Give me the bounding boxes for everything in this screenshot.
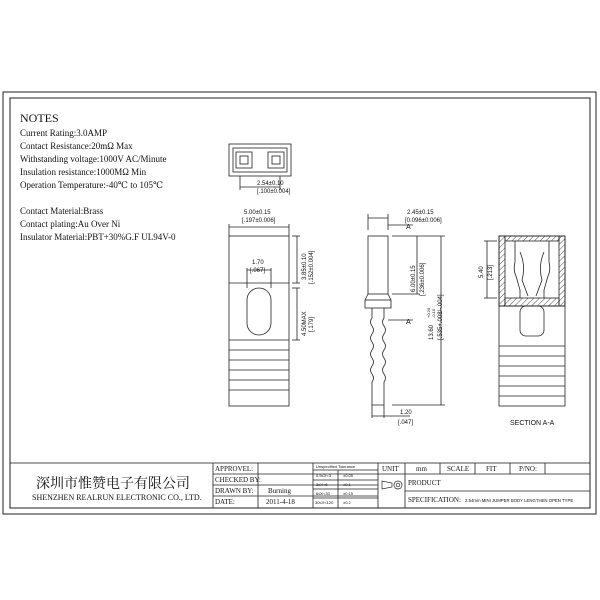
- note-line: Operation Temperature:-40℃ to 105℃: [20, 180, 164, 190]
- spec-label: SPECIFICATION:: [408, 496, 461, 504]
- dim-slot-width-inch: [.067]: [250, 268, 266, 274]
- date-value: 2011-4-18: [266, 498, 295, 506]
- section-marker-bottom: A: [406, 319, 411, 326]
- dim-overall-height-inch: [.535+.008/-.004]: [438, 294, 444, 340]
- dim-upper-height: 3.85±0.10: [302, 253, 308, 280]
- material-line: Contact plating:Au Over Ni: [20, 219, 121, 229]
- company-name-cn: 深圳市惟赞电子有限公司: [36, 477, 190, 492]
- dim-side-width: 2.45±0.15: [407, 210, 434, 216]
- dim-top-width-inch: [.100±0.004]: [257, 189, 291, 195]
- dim-slot-width: 1.70: [252, 260, 264, 266]
- dim-side-body-height: 6.00±0.15: [411, 265, 417, 292]
- note-line: Insulation resistance:1000MΩ Min: [20, 167, 147, 177]
- section-label: SECTION A-A: [510, 420, 555, 427]
- dim-section-height: 5.40: [479, 266, 485, 278]
- notes-title: NOTES: [20, 111, 59, 125]
- pn-label: P/NO:: [519, 465, 537, 473]
- dim-front-width: 5.00±0.15: [244, 210, 271, 216]
- dim-overall-tol-minus: -0.10: [431, 308, 436, 318]
- notes-block: [20, 111, 176, 242]
- tolerance-range: 30≤X<120: [315, 500, 334, 505]
- dim-slot-height: 4.50MAX: [302, 311, 308, 336]
- dim-overall-height: 13.60: [429, 324, 435, 340]
- projection-symbol-icon: [382, 481, 402, 489]
- tolerance-value: ±0.15: [343, 491, 353, 496]
- dim-overall-tol-plus: +0.20: [426, 307, 431, 318]
- tolerance-range: 6≤X<30: [316, 491, 330, 496]
- dim-front-width-inch: [.197±0.006]: [242, 218, 276, 224]
- tolerance-range: 0.5≤X<3: [316, 473, 331, 478]
- note-line: Current Rating:3.0AMP: [20, 128, 107, 138]
- scale-label: SCALE: [447, 465, 470, 473]
- dim-top-width: 2.54±0.10: [257, 181, 284, 187]
- dim-upper-height-inch: [.152±0.004]: [309, 250, 315, 284]
- dim-pin-width: 1.20: [400, 410, 412, 416]
- front-view: [229, 224, 300, 406]
- dim-section-height-inch: [.213]: [488, 264, 494, 280]
- checked-label: CHECKED BY:: [215, 476, 261, 484]
- dim-side-body-height-inch: [.236±0.006]: [420, 262, 426, 296]
- tolerance-value: ±0.1: [343, 482, 351, 487]
- date-label: DATE:: [215, 498, 235, 506]
- material-line: Contact Material:Brass: [20, 206, 104, 216]
- dim-pin-width-inch: [.047]: [398, 420, 414, 426]
- drawn-value: Burning: [268, 487, 291, 495]
- drawn-label: DRAWN BY:: [215, 487, 254, 495]
- company-name-en: SHENZHEN REALRUN ELECTRONIC CO., LTD.: [32, 493, 202, 502]
- tolerance-value: ±0.2: [343, 500, 351, 505]
- scale-value: FIT: [486, 465, 497, 473]
- spec-value: 2.54mm MINI JUMPER BODY LENGTHEN OPEN TYPE: [465, 498, 574, 503]
- note-line: Withstanding voltage:1000V AC/Minute: [20, 154, 167, 164]
- section-marker-top: A: [406, 224, 411, 231]
- dim-side-width-inch: [0.096±0.006]: [405, 218, 442, 224]
- material-line: Insulator Material:PBT+30%G.F UL94V-0: [20, 232, 176, 242]
- note-line: Contact Resistance:20mΩ Max: [20, 141, 133, 151]
- tolerance-title: Unspecified Tolerance: [316, 464, 356, 469]
- section-view: [484, 236, 565, 406]
- unit-label: UNIT: [382, 465, 399, 473]
- unit-value: mm: [416, 465, 427, 473]
- tolerance-value: ±0.05: [343, 473, 353, 478]
- product-label: PRODUCT: [408, 479, 441, 487]
- tolerance-range: 3≤X<6: [316, 482, 328, 487]
- approved-label: APPROVEL:: [215, 465, 254, 473]
- dim-slot-height-inch: [.179]: [309, 316, 315, 332]
